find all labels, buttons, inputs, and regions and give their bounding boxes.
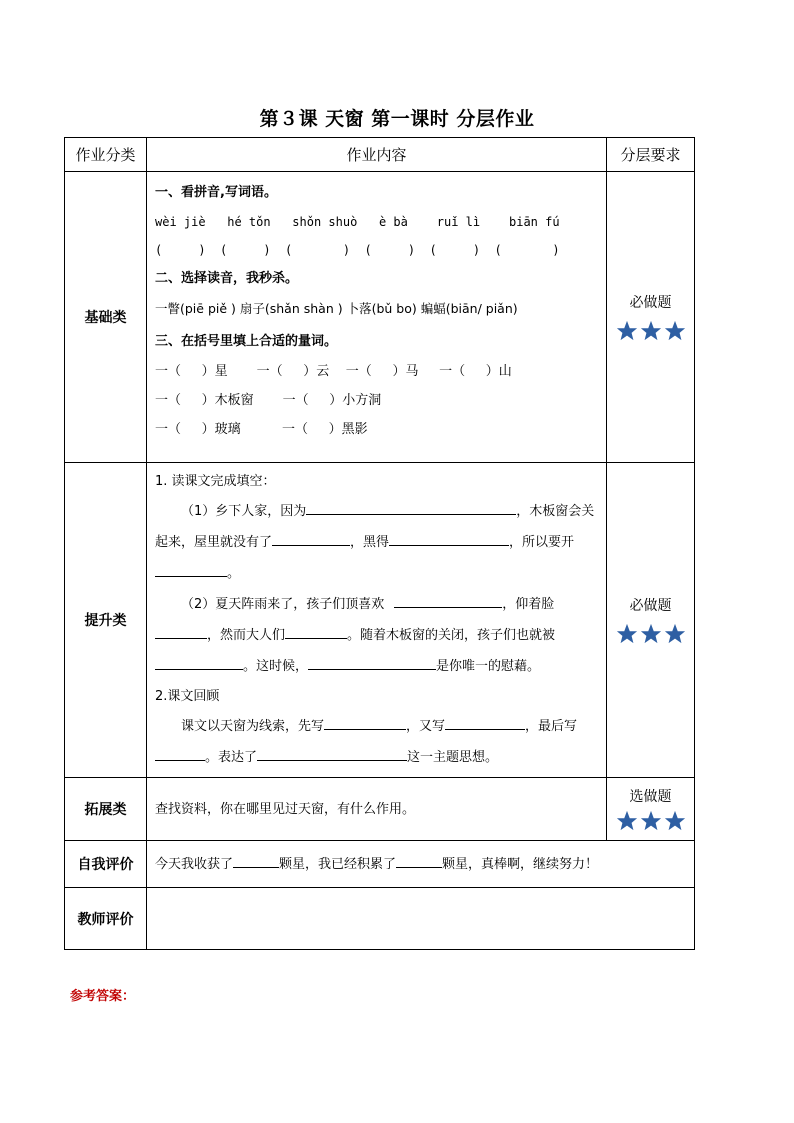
teacher-eval-row <box>65 888 695 950</box>
star-icon <box>664 623 686 645</box>
text: ，又写 <box>406 719 446 734</box>
header-content: 作业内容 <box>147 138 607 172</box>
basic-stars <box>607 320 694 342</box>
basic-q1-title: 一、看拼音,写词语。 <box>155 185 277 200</box>
basic-q3-row1: 一（ ）星 一（ ）云 一（ ）马 一（ ）山 <box>155 364 512 379</box>
answer-heading: 参考答案： <box>70 989 136 1004</box>
fill-blank <box>233 853 279 868</box>
advanced-q1-title: 1. 读课文完成填空： <box>155 474 276 489</box>
basic-q3-row3: 一（ ）玻璃 一（ ）黑影 <box>155 422 368 437</box>
text: 。这时候， <box>243 659 309 674</box>
extend-row <box>65 778 695 841</box>
self-eval-content <box>147 841 695 888</box>
advanced-category: 提升类 <box>65 463 147 778</box>
homework-table <box>64 137 695 950</box>
basic-q3-row2: 一（ ）木板窗 一（ ）小方洞 <box>155 393 382 408</box>
fill-blank <box>155 562 227 577</box>
fill-blank <box>306 500 516 515</box>
text: （1）乡下人家，因为 <box>181 504 307 519</box>
page-title: 第３课 天窗 第一课时 分层作业 <box>259 108 535 130</box>
fill-blank <box>155 655 243 670</box>
extend-stars <box>607 810 694 832</box>
advanced-q2-title: 2.课文回顾 <box>155 689 220 704</box>
star-icon <box>640 623 662 645</box>
star-icon <box>616 623 638 645</box>
star-icon <box>616 320 638 342</box>
basic-q3-title: 三、在括号里填上合适的量词。 <box>155 334 338 349</box>
basic-q2-items: 一瞥(piē piě ) 扇子(shǎn shàn ) 卜落(bǔ bo) 蝙蝠(biān/ piǎn) <box>155 301 518 316</box>
advanced-stars <box>607 623 694 645</box>
extend-text: 查找资料，你在哪里见过天窗，有什么作用。 <box>155 801 416 817</box>
basic-q1-blanks: ( ) ( ) ( ) ( ) ( ) ( ) <box>155 243 560 257</box>
fill-blank <box>155 624 207 639</box>
text: 。 <box>227 566 241 581</box>
star-icon <box>664 810 686 832</box>
basic-content <box>147 172 607 463</box>
fill-blank <box>155 746 205 761</box>
self-eval-category: 自我评价 <box>65 841 147 888</box>
text: ，黑得 <box>350 535 390 550</box>
fill-blank <box>389 531 509 546</box>
text: 课文以天窗为线索，先写 <box>181 719 325 734</box>
fill-blank <box>396 853 442 868</box>
star-icon <box>640 810 662 832</box>
text: （2）夏天阵雨来了，孩子们顶喜欢 <box>181 597 385 612</box>
fill-blank <box>445 715 525 730</box>
header-category: 作业分类 <box>65 138 147 172</box>
fill-blank <box>308 655 436 670</box>
basic-requirement <box>607 172 695 463</box>
star-icon <box>664 320 686 342</box>
self-eval-row <box>65 841 695 888</box>
text: 这一主题思想。 <box>407 750 499 765</box>
teacher-eval-category: 教师评价 <box>65 888 147 950</box>
basic-q2-title: 二、选择读音，我秒杀。 <box>155 271 299 286</box>
basic-requirement-label: 必做题 <box>629 295 672 311</box>
advanced-paragraph-1 <box>155 496 598 589</box>
table-header-row <box>65 138 695 172</box>
text: ，木板窗会关起来，屋里就没有了 <box>155 504 595 550</box>
star-icon <box>640 320 662 342</box>
fill-blank <box>257 746 407 761</box>
advanced-requirement-label: 必做题 <box>629 598 672 614</box>
fill-blank <box>324 715 406 730</box>
teacher-eval-content <box>147 888 695 950</box>
text: 颗星，我已经积累了 <box>279 856 397 872</box>
advanced-row <box>65 463 695 778</box>
header-requirement: 分层要求 <box>607 138 695 172</box>
text: 。表达了 <box>205 750 258 765</box>
advanced-requirement <box>607 463 695 778</box>
text: 。随着木板窗的关闭，孩子们也就被 <box>347 628 556 643</box>
advanced-content <box>147 463 607 778</box>
text: 颗星，真棒啊，继续努力！ <box>442 856 599 872</box>
text: ，然而大人们 <box>207 628 286 643</box>
fill-blank <box>272 531 350 546</box>
basic-row <box>65 172 695 463</box>
advanced-paragraph-2 <box>155 589 598 682</box>
text: 今天我收获了 <box>155 856 234 872</box>
fill-blank <box>285 624 347 639</box>
basic-category: 基础类 <box>65 172 147 463</box>
text: ，最后写 <box>525 719 578 734</box>
extend-requirement-label: 选做题 <box>629 789 672 805</box>
basic-q1-pinyin: wèi jiè hé tǒn shǒn shuò è bà ruǐ lì biān fú <box>155 215 560 229</box>
advanced-review <box>155 711 598 773</box>
extend-requirement <box>607 778 695 841</box>
fill-blank <box>394 593 502 608</box>
star-icon <box>616 810 638 832</box>
text: 是你唯一的慰藉。 <box>436 659 541 674</box>
text: ，仰着脸 <box>502 597 555 612</box>
text: ，所以要开 <box>509 535 575 550</box>
extend-content <box>147 778 607 841</box>
extend-category: 拓展类 <box>65 778 147 841</box>
